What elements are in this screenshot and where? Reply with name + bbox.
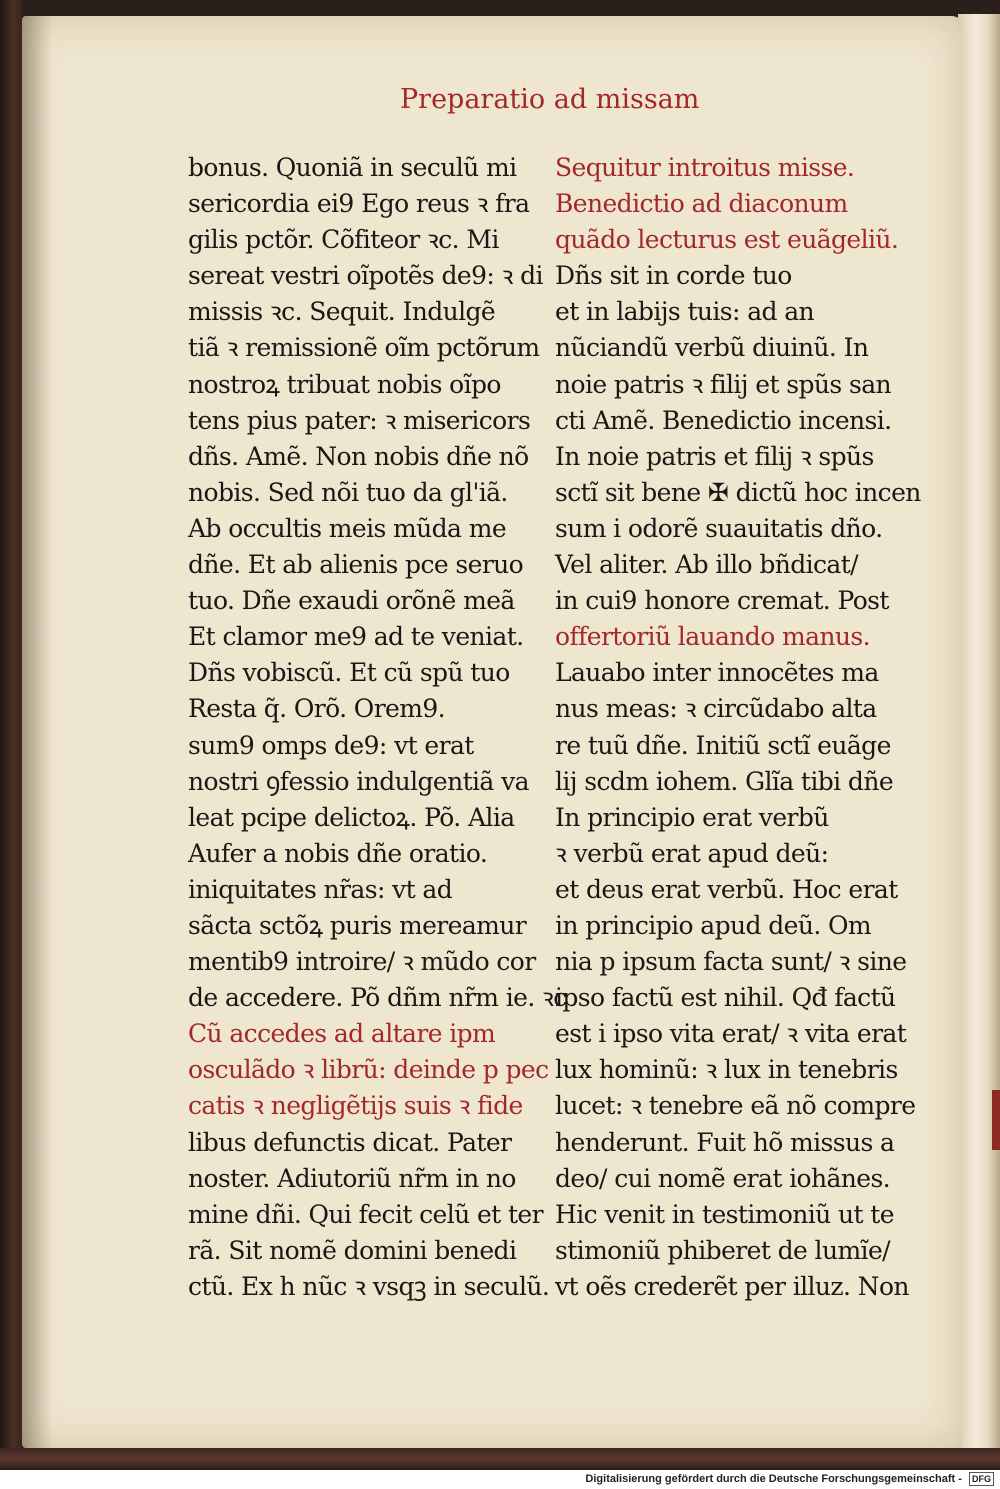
left-column-line: sum9 omps de9: vt erat bbox=[188, 730, 474, 760]
left-text-column bbox=[188, 150, 567, 1305]
right-column-line: ipso factũ est nihil. Qđ factũ bbox=[555, 983, 896, 1013]
left-column-line: nobis. Sed nõi tuo da gl'iã. bbox=[188, 477, 508, 507]
left-column-line: nostri ꝯfessio indulgentiã va bbox=[188, 766, 529, 796]
left-column-line: libus defunctis dicat. Pater bbox=[188, 1127, 512, 1157]
right-column-line: lux hominũ: ꝛ lux in tenebris bbox=[555, 1055, 898, 1085]
left-column-line: Cũ accedes ad altare ipm bbox=[188, 1019, 496, 1049]
left-column-line: Ab occultis meis mũda me bbox=[188, 513, 507, 543]
left-column-line: ctũ. Ex h nũc ꝛ vsqꝫ in seculũ. bbox=[188, 1271, 550, 1301]
right-column-line: in principio apud deũ. Om bbox=[555, 910, 872, 940]
right-column-line: Vel aliter. Ab illo bñdicat/ bbox=[555, 550, 859, 580]
right-column-line: nus meas: ꝛ circũdabo alta bbox=[555, 694, 877, 724]
right-column-line: et in labijs tuis: ad an bbox=[555, 297, 815, 327]
left-column-line: tuo. Dñe exaudi orõnẽ meã bbox=[188, 586, 515, 616]
binding-board-left bbox=[0, 0, 22, 1470]
right-column-line: ꝛ verbũ erat apud deũ: bbox=[555, 838, 829, 868]
right-column-line: vt oẽs crederẽt per illuz. Non bbox=[555, 1271, 909, 1301]
right-column-line: nia p ipsum facta sunt/ ꝛ sine bbox=[555, 947, 907, 977]
left-column-line: iniquitates nr̃as: vt ad bbox=[188, 874, 453, 904]
left-column-line: Resta q̃. Orõ. Orem9. bbox=[188, 694, 445, 724]
left-column-line: sericordia ei9 Ego reus ꝛ fra bbox=[188, 189, 530, 219]
right-column-line: cti Amẽ. Benedictio incensi. bbox=[555, 405, 892, 435]
left-column-line: rã. Sit nomẽ domini benedi bbox=[188, 1235, 517, 1265]
binding-board-bottom bbox=[0, 1448, 1000, 1470]
digitization-credit: Digitalisierung gefördert durch die Deutsche Forschungsgemeinschaft - bbox=[585, 1473, 962, 1485]
left-column-line: de accedere. Põ dñm nr̃m ie. ꝛc bbox=[188, 983, 567, 1013]
left-column-line: sereat vestri oĩpotẽs de9: ꝛ di bbox=[188, 261, 543, 291]
right-column-line: Lauabo inter innocẽtes ma bbox=[555, 658, 879, 688]
left-column-line: bonus. Quoniã in seculũ mi bbox=[188, 153, 517, 182]
left-column-line: gilis pctõr. Cõfiteor ꝛc. Mi bbox=[188, 225, 499, 255]
left-column-line: mentib9 introire/ ꝛ mũdo cor bbox=[188, 947, 536, 977]
right-text-column bbox=[555, 150, 921, 1305]
right-column-line: sctĩ sit bene ✠ dictũ hoc incen bbox=[555, 477, 921, 507]
right-column-line: offertoriũ lauando manus. bbox=[555, 622, 870, 652]
left-column-line: nostroꝝ tribuat nobis oĩpo bbox=[188, 369, 501, 399]
right-column-line: lij scdm iohem. Glĩa tibi dñe bbox=[555, 766, 894, 796]
right-column-line: est i ipso vita erat/ ꝛ vita erat bbox=[555, 1019, 907, 1049]
right-column-line: quãdo lecturus est euãgeliũ. bbox=[555, 225, 899, 255]
digitization-credit-bar bbox=[0, 1470, 1000, 1489]
right-column-line: nũciandũ verbũ diuinũ. In bbox=[555, 333, 869, 363]
right-column-line: Benedictio ad diaconum bbox=[555, 189, 848, 219]
right-column-line: In noie patris et filij ꝛ spũs bbox=[555, 441, 874, 471]
left-column-line: Dñs vobiscũ. Et cũ spũ tuo bbox=[188, 658, 510, 688]
right-column-line: sum i odorẽ suauitatis dño. bbox=[555, 513, 883, 543]
left-column-line: Et clamor me9 ad te veniat. bbox=[188, 622, 524, 652]
right-column-line: Sequitur introitus misse. bbox=[555, 153, 855, 182]
right-column-line: re tuũ dñe. Initiũ sctĩ euãge bbox=[555, 730, 891, 760]
right-column-line: et deus erat verbũ. Hoc erat bbox=[555, 874, 898, 904]
right-column-line: in cui9 honore cremat. Post bbox=[555, 586, 889, 616]
right-column-line: noie patris ꝛ filij et spũs san bbox=[555, 369, 892, 399]
page-tab-marker bbox=[992, 1090, 1000, 1150]
left-column-line: tiã ꝛ remissionẽ oĩm pctõrum bbox=[188, 333, 540, 363]
left-column-line: missis ꝛc. Sequit. Indulgẽ bbox=[188, 297, 496, 327]
page-edge-right bbox=[958, 14, 1000, 1448]
left-column-line: mine dñi. Qui fecit celũ et ter bbox=[188, 1199, 543, 1229]
left-column-line: catis ꝛ negligẽtijs suis ꝛ fide bbox=[188, 1091, 523, 1121]
left-column-line: noster. Adiutoriũ nr̃m in no bbox=[188, 1163, 516, 1193]
left-column-line: dñs. Amẽ. Non nobis dñe nõ bbox=[188, 441, 529, 471]
right-column-line: henderunt. Fuit hõ missus a bbox=[555, 1127, 895, 1157]
right-column-line: stimoniũ phiberet de lumĩe/ bbox=[555, 1235, 890, 1265]
left-column-line: sãcta sctõꝝ puris mereamur bbox=[188, 910, 527, 940]
right-column-line: deo/ cui nomẽ erat iohãnes. bbox=[555, 1163, 891, 1193]
gutter-shadow bbox=[22, 16, 52, 1448]
left-column-line: leat pcipe delictoꝝ. Põ. Alia bbox=[188, 802, 515, 832]
right-column-line: Hic venit in testimoniũ ut te bbox=[555, 1199, 894, 1229]
left-column-line: Aufer a nobis dñe oratio. bbox=[188, 838, 488, 868]
running-title: Preparatio ad missam bbox=[400, 84, 700, 115]
right-column-line: Dñs sit in corde tuo bbox=[555, 261, 792, 291]
left-column-line: dñe. Et ab alienis pce seruo bbox=[188, 550, 524, 580]
dfg-logo: DFG bbox=[969, 1472, 994, 1486]
left-column-line: tens pius pater: ꝛ misericors bbox=[188, 405, 531, 435]
left-column-line: osculãdo ꝛ librũ: deinde p pec bbox=[188, 1055, 549, 1085]
right-column-line: In principio erat verbũ bbox=[555, 802, 829, 832]
right-column-line: lucet: ꝛ tenebre eã nõ compre bbox=[555, 1091, 916, 1121]
